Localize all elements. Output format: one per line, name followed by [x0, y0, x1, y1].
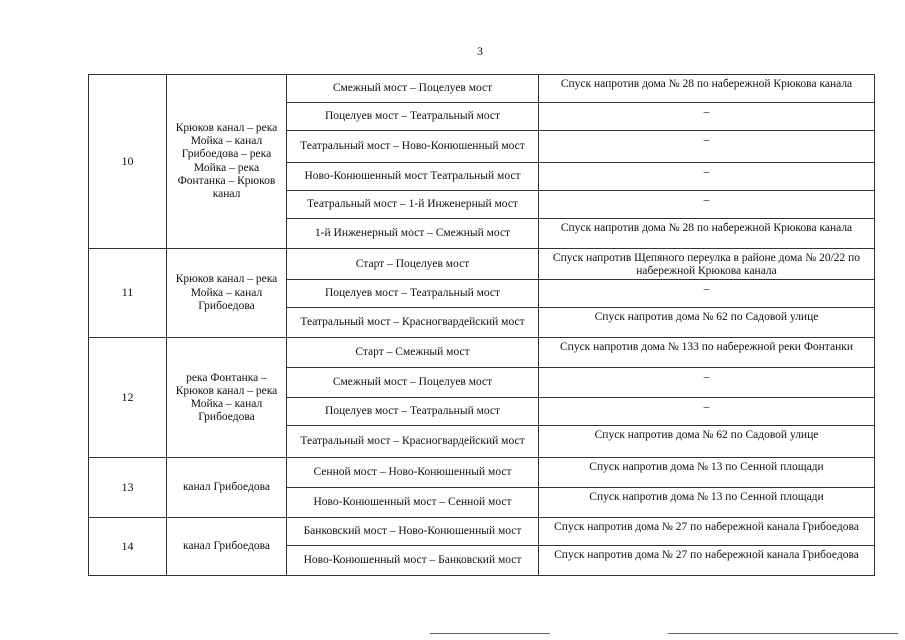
route-section: Смежный мост – Поцелуев мост — [287, 75, 539, 103]
route-section: Ново-Конюшенный мост – Банковский мост — [287, 546, 539, 576]
routes-table-body — [89, 75, 875, 576]
exit-point: – — [539, 280, 875, 308]
footer-rule-right — [668, 633, 898, 634]
table-row — [89, 75, 875, 103]
route-section: 1-й Инженерный мост – Смежный мост — [287, 219, 539, 249]
route-number: 11 — [89, 249, 167, 338]
route-section: Сенной мост – Ново-Конюшенный мост — [287, 458, 539, 488]
table-row — [89, 458, 875, 488]
exit-point: Спуск напротив дома № 28 по набережной Крюкова канала — [539, 219, 875, 249]
exit-point: – — [539, 131, 875, 163]
exit-point: – — [539, 398, 875, 426]
route-section: Театральный мост – Красногвардейский мост — [287, 426, 539, 458]
route-number: 13 — [89, 458, 167, 518]
exit-point: – — [539, 368, 875, 398]
exit-point: – — [539, 191, 875, 219]
table-row — [89, 338, 875, 368]
table-row — [89, 518, 875, 546]
exit-point: Спуск напротив Щепяного переулка в районе дома № 20/22 по набережной Крюкова канала — [539, 249, 875, 280]
routes-table — [88, 74, 875, 576]
route-section: Ново-Конюшенный мост Театральный мост — [287, 163, 539, 191]
exit-point: Спуск напротив дома № 133 по набережной реки Фонтанки — [539, 338, 875, 368]
route-section: Старт – Смежный мост — [287, 338, 539, 368]
exit-point: Спуск напротив дома № 62 по Садовой улице — [539, 426, 875, 458]
route-section: Театральный мост – 1-й Инженерный мост — [287, 191, 539, 219]
route-description: канал Грибоедова — [167, 458, 287, 518]
route-section: Банковский мост – Ново-Конюшенный мост — [287, 518, 539, 546]
exit-point: Спуск напротив дома № 27 по набережной канала Грибоедова — [539, 518, 875, 546]
route-description: Крюков канал – река Мойка – канал Грибоедова – река Мойка – река Фонтанка – Крюков канал — [167, 75, 287, 249]
exit-point: Спуск напротив дома № 28 по набережной Крюкова канала — [539, 75, 875, 103]
route-section: Поцелуев мост – Театральный мост — [287, 103, 539, 131]
route-section: Старт – Поцелуев мост — [287, 249, 539, 280]
route-number: 10 — [89, 75, 167, 249]
exit-point: Спуск напротив дома № 13 по Сенной площади — [539, 458, 875, 488]
route-number: 12 — [89, 338, 167, 458]
route-description: Крюков канал – река Мойка – канал Грибоедова — [167, 249, 287, 338]
exit-point: Спуск напротив дома № 27 по набережной канала Грибоедова — [539, 546, 875, 576]
footer-rule-left — [430, 633, 550, 634]
exit-point: Спуск напротив дома № 62 по Садовой улице — [539, 308, 875, 338]
route-section: Ново-Конюшенный мост – Сенной мост — [287, 488, 539, 518]
route-section: Поцелуев мост – Театральный мост — [287, 280, 539, 308]
page-number: 3 — [477, 44, 483, 58]
route-number: 14 — [89, 518, 167, 576]
exit-point: Спуск напротив дома № 13 по Сенной площади — [539, 488, 875, 518]
route-section: Смежный мост – Поцелуев мост — [287, 368, 539, 398]
route-section: Театральный мост – Красногвардейский мост — [287, 308, 539, 338]
exit-point: – — [539, 163, 875, 191]
table-row — [89, 249, 875, 280]
route-description: река Фонтанка – Крюков канал – река Мойка – канал Грибоедова — [167, 338, 287, 458]
exit-point: – — [539, 103, 875, 131]
route-section: Поцелуев мост – Театральный мост — [287, 398, 539, 426]
route-section: Театральный мост – Ново-Конюшенный мост — [287, 131, 539, 163]
route-description: канал Грибоедова — [167, 518, 287, 576]
